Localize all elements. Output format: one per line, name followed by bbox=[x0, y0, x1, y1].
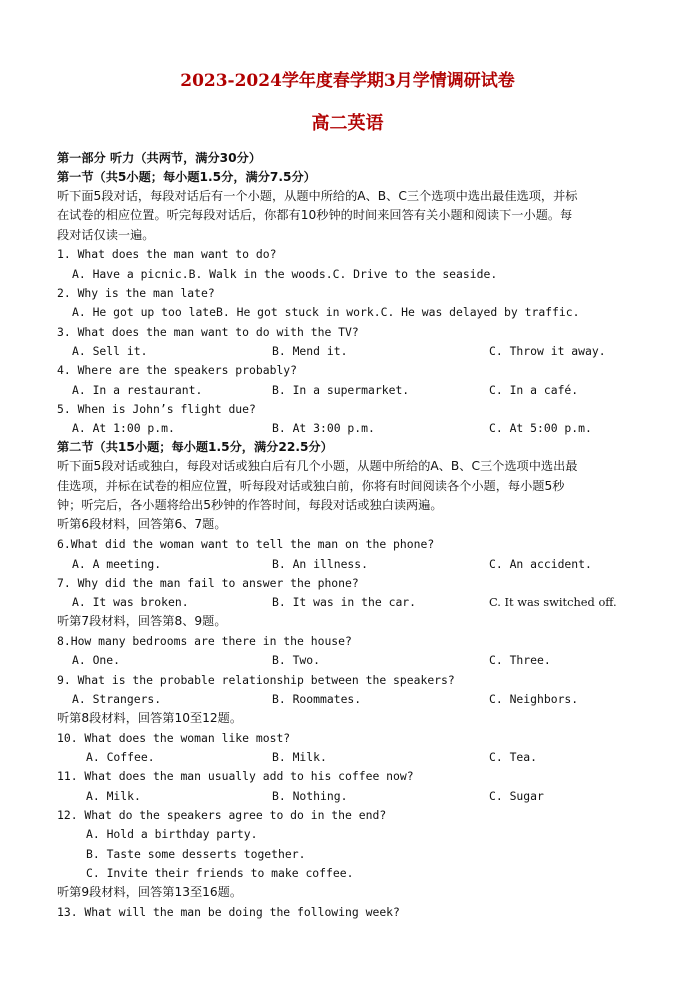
option-a: A. Milk. bbox=[86, 789, 141, 803]
option-b: B. An illness. bbox=[272, 557, 369, 571]
question-4: 4. Where are the speakers probably? bbox=[57, 363, 298, 377]
option-c: C. At 5:00 p.m. bbox=[489, 421, 592, 435]
section1-instruction-line: 听下面5段对话，每段对话后有一个小题，从题中所给的A、B、C三个选项中选出最佳选项，并标 bbox=[57, 189, 578, 203]
part1-heading: 第一部分 听力（共两节，满分30分） bbox=[57, 151, 262, 165]
question-7: 7. Why did the man fail to answer the phone? bbox=[57, 576, 359, 590]
option-c: C. In a café. bbox=[489, 383, 579, 397]
option-c: C. Neighbors. bbox=[489, 692, 579, 706]
option-a: A. In a restaurant. bbox=[72, 383, 203, 397]
material-8-label: 听第8段材料，回答第10至12题。 bbox=[57, 711, 243, 725]
section2-instruction-line: 钟；听完后，各小题将给出5秒钟的作答时间，每段对话或独白读两遍。 bbox=[57, 498, 443, 512]
option-a: A. Strangers. bbox=[72, 692, 162, 706]
section1-instruction-line: 在试卷的相应位置。听完每段对话后，你都有10秒钟的时间来回答有关小题和阅读下一小题。每 bbox=[57, 208, 573, 222]
question-9: 9. What is the probable relationship between the speakers? bbox=[57, 673, 455, 687]
question-10: 10. What does the woman like most? bbox=[57, 731, 291, 745]
material-9-label: 听第9段材料，回答第13至16题。 bbox=[57, 885, 243, 899]
option-a: A. One. bbox=[72, 653, 121, 667]
exam-subject: 高二英语 bbox=[311, 113, 384, 134]
question-8: 8.How many bedrooms are there in the house? bbox=[57, 634, 352, 648]
question-1: 1. What does the man want to do? bbox=[57, 247, 277, 261]
section1-instruction-line: 段对话仅读一遍。 bbox=[57, 228, 155, 242]
question-6: 6.What did the woman want to tell the man on the phone? bbox=[57, 537, 435, 551]
option-c: C. An accident. bbox=[489, 557, 592, 571]
option-c: C. Tea. bbox=[489, 750, 538, 764]
option-a: A. Coffee. bbox=[86, 750, 155, 764]
material-6-label: 听第6段材料，回答第6、7题。 bbox=[57, 517, 227, 531]
material-7-label: 听第7段材料，回答第8、9题。 bbox=[57, 614, 227, 628]
option-c: C. Invite their friends to make coffee. bbox=[86, 866, 354, 880]
exam-title: 2023-2024学年度春学期3月学情调研试卷 bbox=[180, 71, 515, 91]
question-11: 11. What does the man usually add to his coffee now? bbox=[57, 769, 414, 783]
question-2: 2. Why is the man late? bbox=[57, 286, 215, 300]
option-b: B. Roommates. bbox=[272, 692, 362, 706]
option-a: A. At 1:00 p.m. bbox=[72, 421, 175, 435]
option-c: C. It was switched off. bbox=[489, 595, 617, 609]
question-2-options: A. He got up too lateB. He got stuck in work.C. He was delayed by traffic. bbox=[72, 305, 580, 319]
option-a: A. Sell it. bbox=[72, 344, 148, 358]
section2-heading: 第二节（共15小题；每小题1.5分，满分22.5分） bbox=[57, 440, 333, 454]
option-b: B. Nothing. bbox=[272, 789, 348, 803]
option-b: B. Milk. bbox=[272, 750, 327, 764]
option-c: C. Throw it away. bbox=[489, 344, 606, 358]
section2-instruction-line: 听下面5段对话或独白，每段对话或独白后有几个小题，从题中所给的A、B、C三个选项中选出最 bbox=[57, 459, 578, 473]
option-a: A. It was broken. bbox=[72, 595, 189, 609]
option-a: A. A meeting. bbox=[72, 557, 162, 571]
option-b: B. At 3:00 p.m. bbox=[272, 421, 375, 435]
option-a: A. Hold a birthday party. bbox=[86, 827, 258, 841]
option-b: B. It was in the car. bbox=[272, 595, 417, 609]
option-b: B. Mend it. bbox=[272, 344, 348, 358]
question-1-options: A. Have a picnic.B. Walk in the woods.C. Drive to the seaside. bbox=[72, 267, 498, 281]
section1-heading: 第一节（共5小题；每小题1.5分，满分7.5分） bbox=[57, 170, 316, 184]
question-13: 13. What will the man be doing the following week? bbox=[57, 905, 400, 919]
option-c: C. Sugar bbox=[489, 789, 544, 803]
section2-instruction-line: 佳选项，并标在试卷的相应位置，听每段对话或独白前，你将有时间阅读各个小题，每小题5秒 bbox=[57, 479, 565, 493]
option-b: B. In a supermarket. bbox=[272, 383, 410, 397]
option-c: C. Three. bbox=[489, 653, 551, 667]
option-b: B. Taste some desserts together. bbox=[86, 847, 306, 861]
question-5: 5. When is John’s flight due? bbox=[57, 402, 256, 416]
question-3: 3. What does the man want to do with the TV? bbox=[57, 325, 359, 339]
option-b: B. Two. bbox=[272, 653, 321, 667]
question-12: 12. What do the speakers agree to do in the end? bbox=[57, 808, 387, 822]
